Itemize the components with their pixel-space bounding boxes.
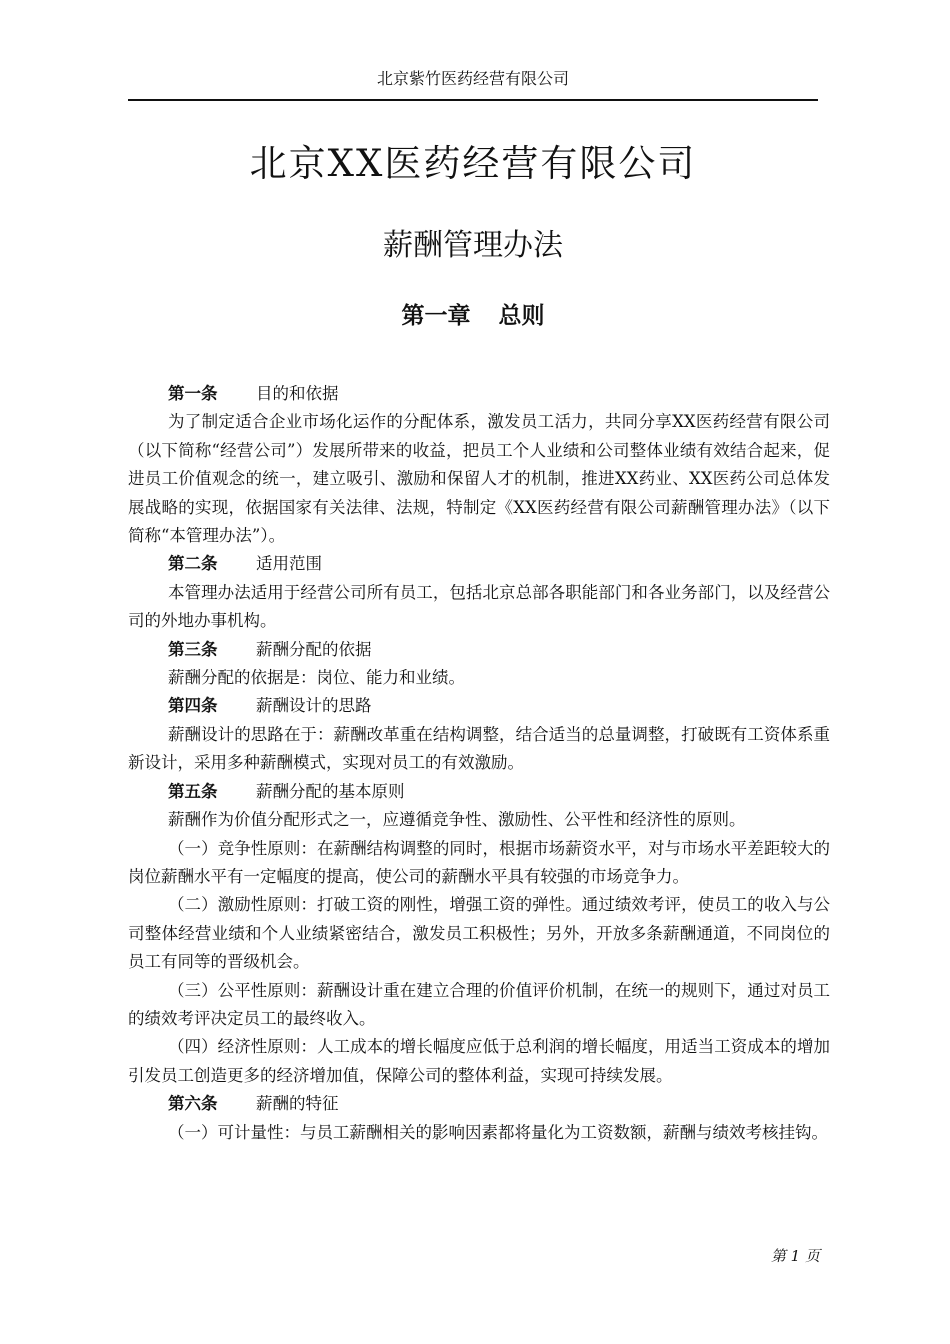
principle-item: （二）激励性原则：打破工资的刚性，增强工资的弹性。通过绩效考评，使员工的收入与公司整体经营业绩和个人业绩紧密结合，激发员工积极性；另外，开放多条薪酬通道，不同岗位的员工有同等的晋级机会。 [128, 895, 830, 972]
paragraph: 为了制定适合企业市场化运作的分配体系，激发员工活力，共同分享XX医药经营有限公司（以下简称“经营公司”）发展所带来的收益，把员工个人业绩和公司整体业绩有效结合起来，促进员工价值观念的统一，建立吸引、激励和保留人才的机制，推进XX药业、XX医药公司总体发展战略的实现，依据国家有关法律、法规，特制定《XX医药经营有限公司薪酬管理办法》（以下简称“本管理办法”）。 [128, 412, 830, 546]
article-number: 第五条 [168, 781, 218, 801]
article-title: 薪酬分配的基本原则 [256, 781, 405, 801]
article-title: 薪酬的特征 [256, 1094, 339, 1114]
article-heading [128, 778, 830, 806]
page-number: 第 1 页 [770, 1247, 820, 1265]
article-number: 第三条 [168, 639, 218, 659]
article-title: 目的和依据 [256, 384, 339, 403]
article-heading [128, 636, 830, 664]
article-number: 第四条 [168, 696, 218, 716]
company-title: 北京XX医药经营有限公司 [249, 142, 697, 185]
article-heading [128, 1090, 830, 1118]
chapter-title [128, 297, 818, 335]
document-body [128, 380, 830, 1147]
paragraph: 薪酬分配的依据是：岗位、能力和业绩。 [168, 668, 465, 688]
article-heading [128, 550, 830, 578]
chapter-number: 第一章 [401, 303, 471, 329]
principle-item: （三）公平性原则：薪酬设计重在建立合理的价值评价机制，在统一的规则下，通过对员工的绩效考评决定员工的最终收入。 [128, 980, 830, 1028]
article-heading [128, 692, 830, 720]
article-heading [128, 380, 830, 408]
feature-item: （一）可计量性：与员工薪酬相关的影响因素都将量化为工资数额，薪酬与绩效考核挂钩。 [168, 1122, 828, 1142]
article-number: 第二条 [168, 554, 218, 574]
article-number: 第六条 [168, 1094, 218, 1114]
principle-item: （四）经济性原则：人工成本的增长幅度应低于总利润的增长幅度，用适当工资成本的增加引发员工创造更多的经济增加值，保障公司的整体利益，实现可持续发展。 [128, 1037, 830, 1085]
paragraph: 本管理办法适用于经营公司所有员工，包括北京总部各职能部门和各业务部门，以及经营公司的外地办事机构。 [128, 582, 830, 631]
paragraph: 薪酬设计的思路在于：薪酬改革重在结构调整，结合适当的总量调整，打破既有工资体系重新设计，采用多种薪酬模式，实现对员工的有效激励。 [128, 724, 830, 773]
article-title: 适用范围 [256, 554, 322, 574]
article-title: 薪酬分配的依据 [256, 639, 372, 659]
header-divider [128, 99, 818, 101]
article-title: 薪酬设计的思路 [256, 696, 372, 716]
paragraph: 薪酬作为价值分配形式之一，应遵循竞争性、激励性、公平性和经济性的原则。 [168, 810, 746, 830]
document-title: 薪酬管理办法 [383, 228, 563, 263]
page-header: 北京紫竹医药经营有限公司 [376, 69, 569, 88]
principle-item: （一）竞争性原则：在薪酬结构调整的同时，根据市场薪资水平，对与市场水平差距较大的岗位薪酬水平有一定幅度的提高，使公司的薪酬水平具有较强的市场竞争力。 [128, 838, 830, 886]
article-number: 第一条 [168, 384, 218, 403]
chapter-name: 总则 [498, 303, 545, 329]
